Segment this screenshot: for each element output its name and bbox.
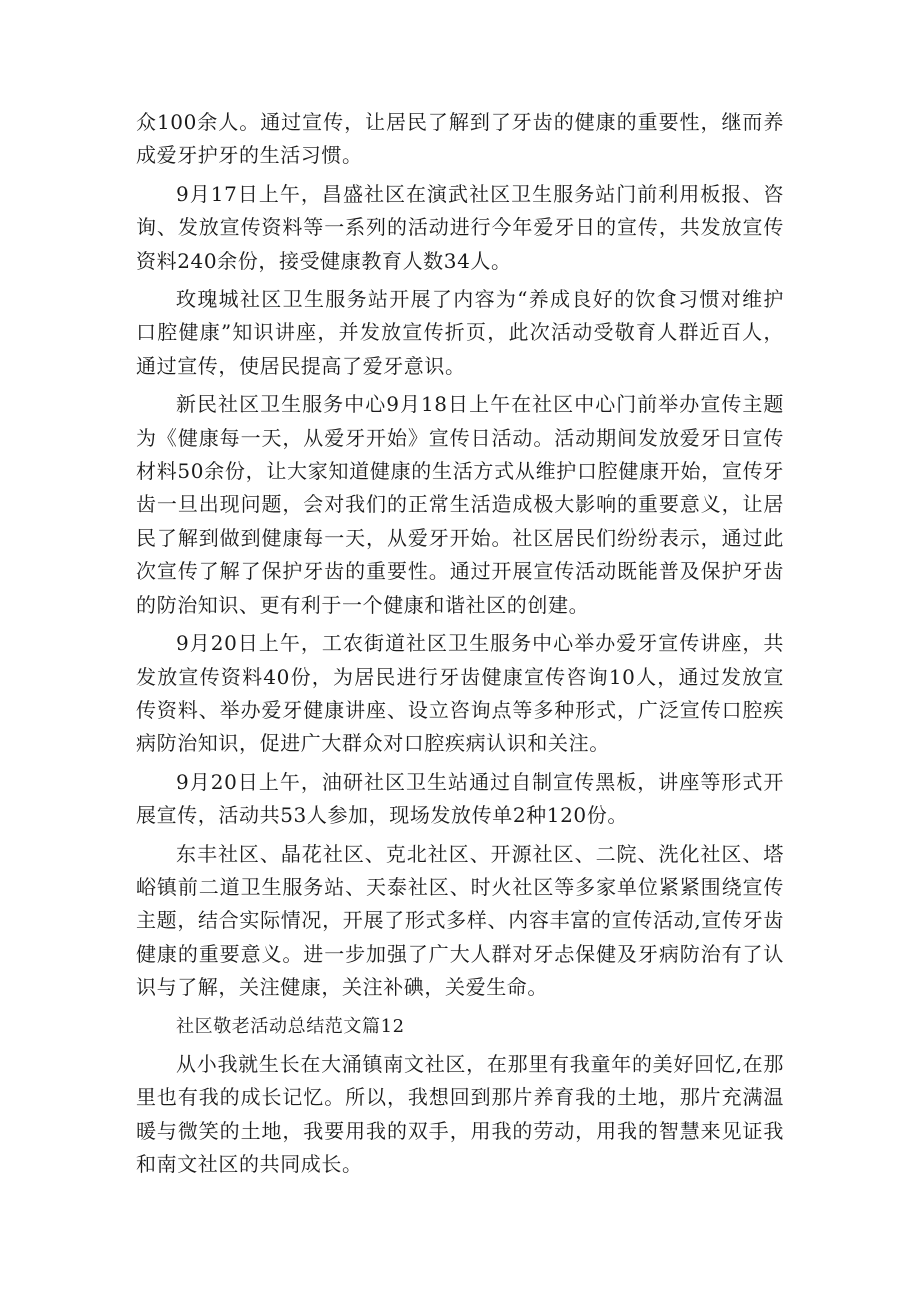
section-heading: 社区敬老活动总结范文篇12 <box>176 1015 405 1037</box>
paragraph-changsheng: 9月17日上午，昌盛社区在演武社区卫生服务站门前利用板报、咨询、发放宣传资料等一系列的活动进行今年爱牙日的宣传，共发放宣传资料240余份，接受健康教育人数34人。 <box>136 181 784 273</box>
document-page <box>136 106 784 1187</box>
paragraph-nanwen: 从小我就生长在大涌镇南文社区，在那里有我童年的美好回忆,在那里也有我的成长记忆。所以，我想回到那片养育我的土地，那片充满温暖与微笑的土地，我要用我的双手，用我的劳动，用我的智慧来见证我和南文社区的共同成长。 <box>136 1051 784 1177</box>
paragraph-xinmin: 新民社区卫生服务中心9月18日上午在社区中心门前举办宣传主题为《健康每一天，从爱牙开始》宣传日活动。活动期间发放爱牙日宣传材料50余份，让大家知道健康的生活方式从维护口腔健康开始，宣传牙齿一旦出现问题，会对我们的正常生活造成极大影响的重要意义，让居民了解到做到健康每一天，从爱牙开始。社区居民们纷纷表示，通过此次宣传了解了保护牙齿的重要性。通过开展宣传活动既能普及保护牙齿的防治知识、更有利于一个健康和谐社区的创建。 <box>136 392 784 617</box>
paragraph-gongnong: 9月20日上午，工农街道社区卫生服务中心举办爱牙宣传讲座，共发放宣传资料40份，为居民进行牙齿健康宣传咨询10人，通过发放宣传资料、举办爱牙健康讲座、设立咨询点等多种形式，广泛宣传口腔疾病防治知识，促进广大群众对口腔疾病认识和关注。 <box>136 631 784 756</box>
paragraph-youyan: 9月20日上午，油研社区卫生站通过自制宣传黑板，讲座等形式开展宣传，活动共53人参加，现场发放传单2种120份。 <box>136 769 784 828</box>
paragraph-meiguicheng: 玫瑰城社区卫生服务站开展了内容为“养成良好的饮食习惯对维护口腔健康”知识讲座，并发放宣传折页，此次活动受敬育人群近百人，通过宣传，使居民提高了爱牙意识。 <box>136 287 784 378</box>
paragraph-dongfeng: 东丰社区、晶花社区、克北社区、开源社区、二院、洗化社区、塔峪镇前二道卫生服务站、天泰社区、时火社区等多家单位紧紧围绕宣传主题，结合实际情况，开展了形式多样、内容丰富的宣传活动,宣传牙齿健康的重要意义。进一步加强了广大人群对牙忐保健及牙病防治有了认识与了解，关注健康，关注补碘，关爱生命。 <box>136 841 784 1000</box>
paragraph-continued: 众100余人。通过宣传，让居民了解到了牙齿的健康的重要性，继而养成爱牙护牙的生活习惯。 <box>136 110 784 168</box>
